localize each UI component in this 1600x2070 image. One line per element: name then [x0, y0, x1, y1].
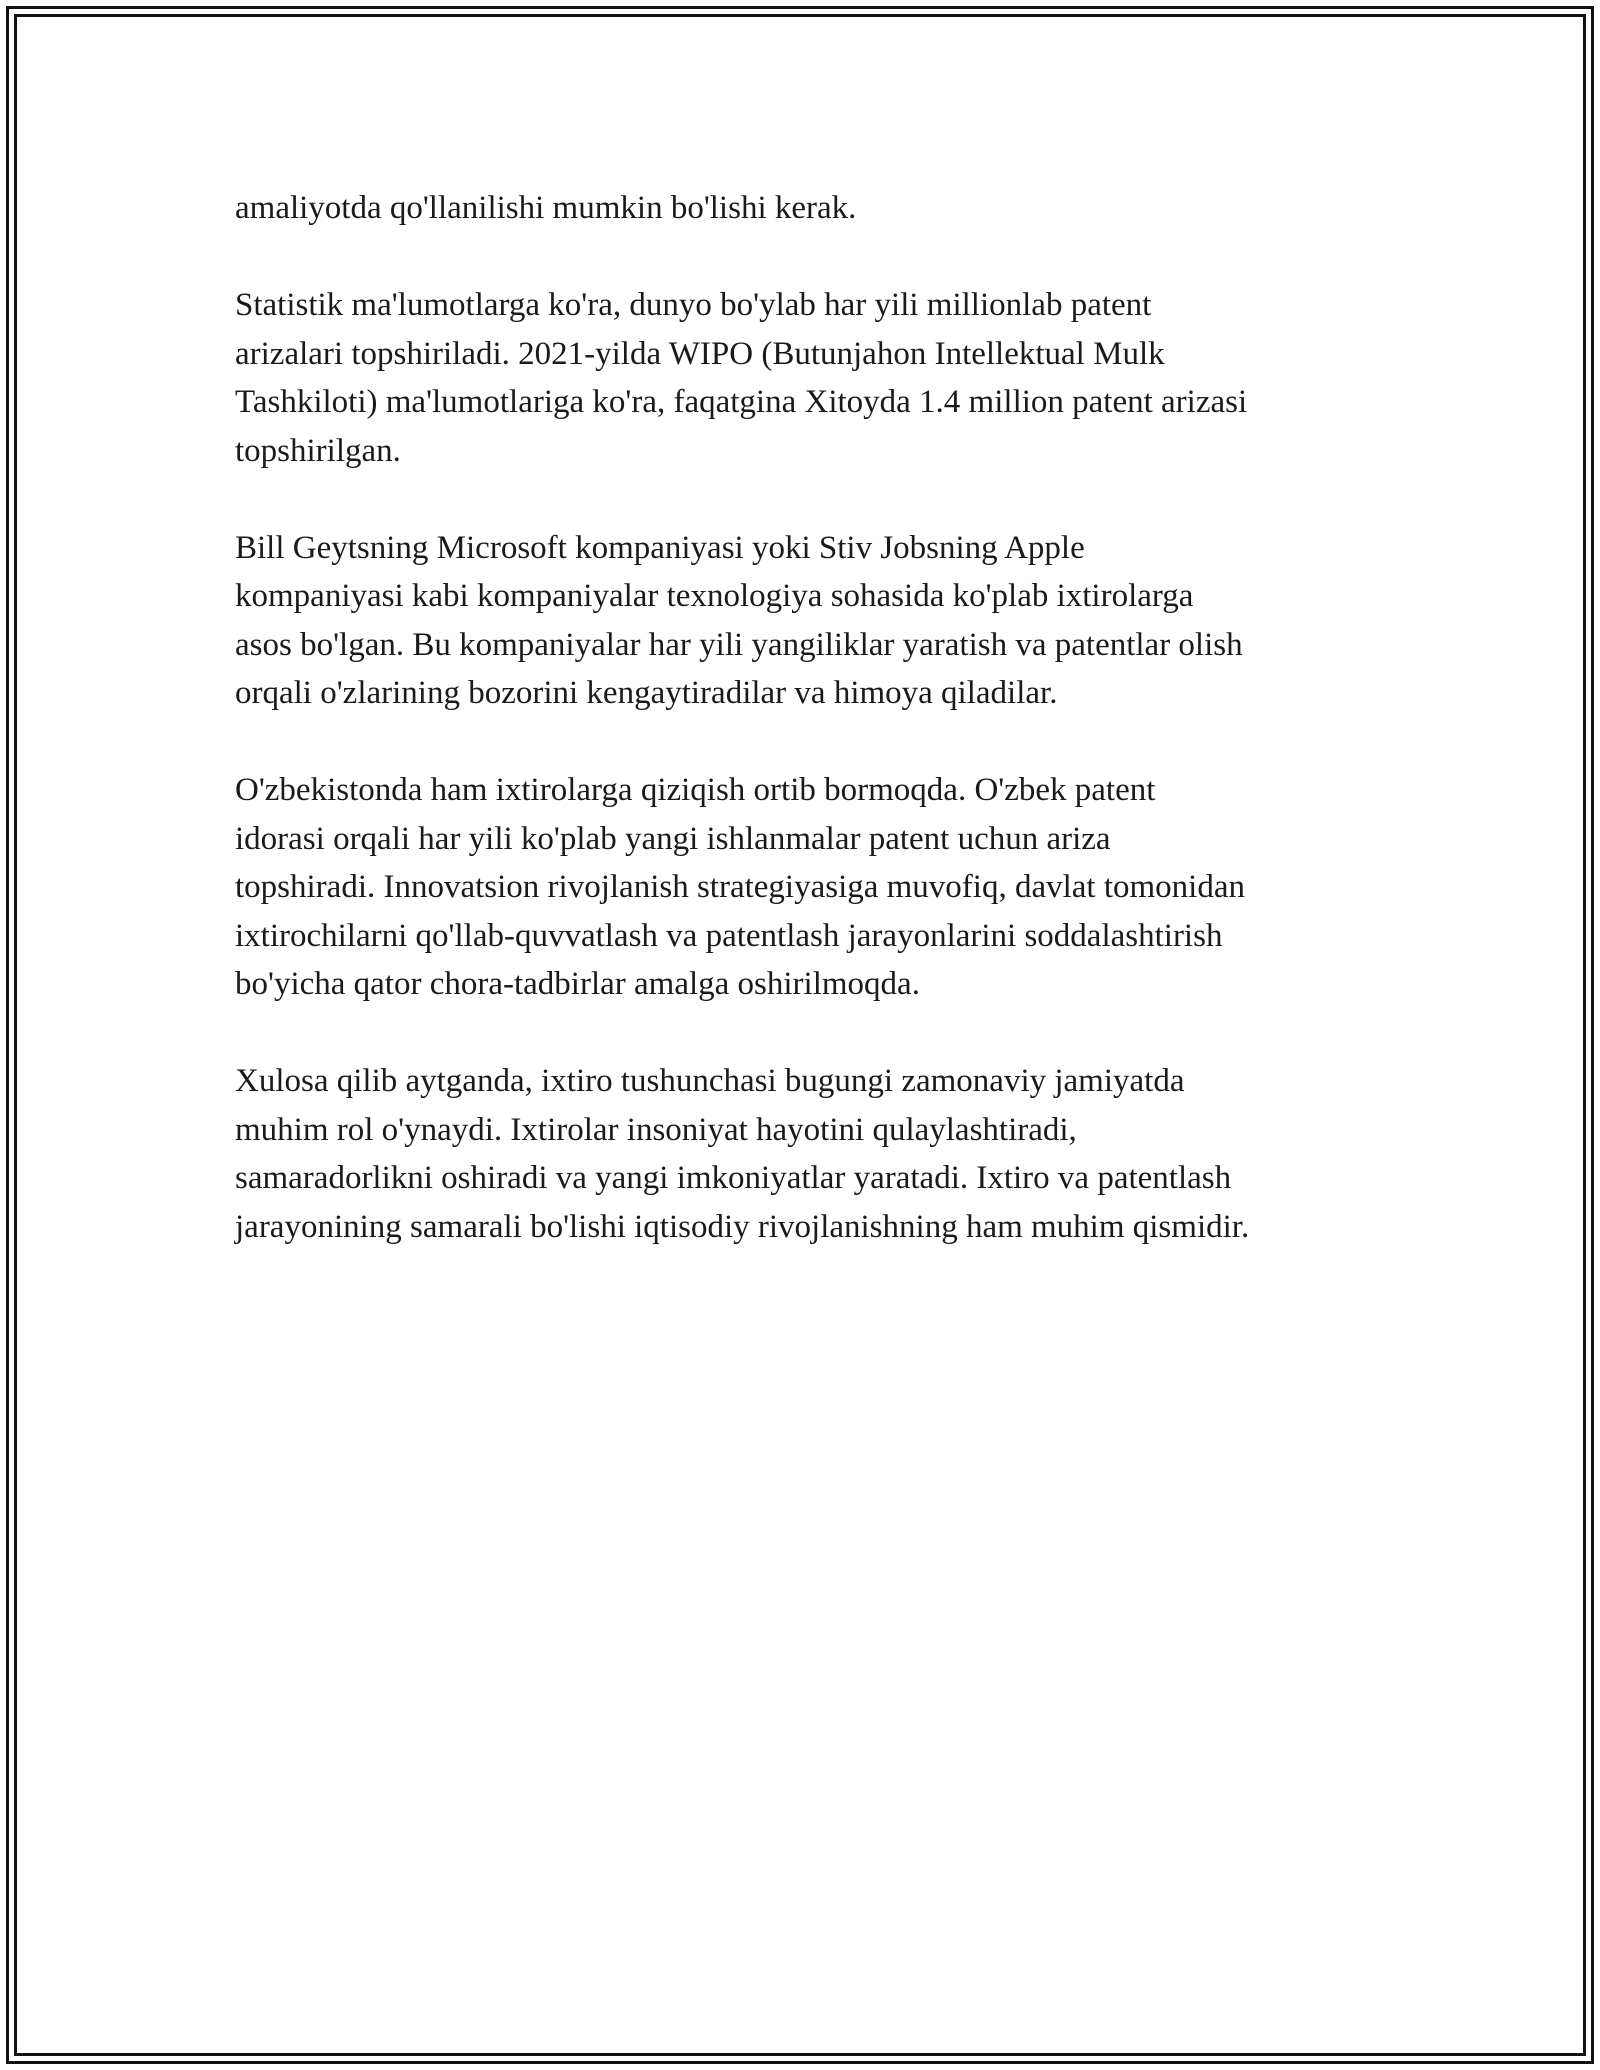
- text-line: Statistik ma'lumotlarga ko'ra, dunyo bo'ylab har yili millionlab patent: [235, 287, 1152, 323]
- text-line: ixtirochilarni qo'llab-quvvatlash va patentlash jarayonlarini soddalashtirish: [235, 917, 1223, 954]
- text-line: orqali o'zlarining bozorini kengaytiradilar va himoya qiladilar.: [235, 675, 1058, 711]
- text-line: idorasi orqali har yili ko'plab yangi ishlanmalar patent uchun ariza: [235, 820, 1111, 857]
- text-line: muhim rol o'ynaydi. Ixtirolar insoniyat hayotini qulaylashtiradi,: [235, 1111, 1077, 1148]
- text-line: Xulosa qilib aytganda, ixtiro tushunchasi bugungi zamonaviy jamiyatda: [235, 1063, 1185, 1099]
- text-line: amaliyotda qo'llanilishi mumkin bo'lishi kerak.: [235, 190, 857, 226]
- document-body: [235, 184, 1375, 1300]
- text-line: Bill Geytsning Microsoft kompaniyasi yoki Stiv Jobsning Apple: [235, 529, 1085, 566]
- text-line: jarayonining samarali bo'lishi iqtisodiy rivojlanishning ham muhim qismidir.: [235, 1208, 1250, 1245]
- paragraph-5: [235, 1057, 1375, 1251]
- paragraph-1: [235, 184, 1375, 233]
- text-line: asos bo'lgan. Bu kompaniyalar har yili yangiliklar yaratish va patentlar olish: [235, 626, 1243, 663]
- text-line: bo'yicha qator chora-tadbirlar amalga oshirilmoqda.: [235, 966, 920, 1002]
- text-line: topshiradi. Innovatsion rivojlanish strategiyasiga muvofiq, davlat tomonidan: [235, 869, 1245, 905]
- text-line: kompaniyasi kabi kompaniyalar texnologiya sohasida ko'plab ixtirolarga: [235, 578, 1194, 614]
- paragraph-3: [235, 524, 1375, 718]
- paragraph-4: [235, 766, 1375, 1009]
- text-line: topshirilgan.: [235, 432, 401, 469]
- text-line: Tashkiloti) ma'lumotlariga ko'ra, faqatgina Xitoyda 1.4 million patent arizasi: [235, 384, 1248, 420]
- text-line: O'zbekistonda ham ixtirolarga qiziqish ortib bormoqda. O'zbek patent: [235, 772, 1156, 808]
- text-line: samaradorlikni oshiradi va yangi imkoniyatlar yaratadi. Ixtiro va patentlash: [235, 1160, 1232, 1196]
- text-line: arizalari topshiriladi. 2021-yilda WIPO (Butunjahon Intellektual Mulk: [235, 335, 1165, 372]
- paragraph-2: [235, 281, 1375, 475]
